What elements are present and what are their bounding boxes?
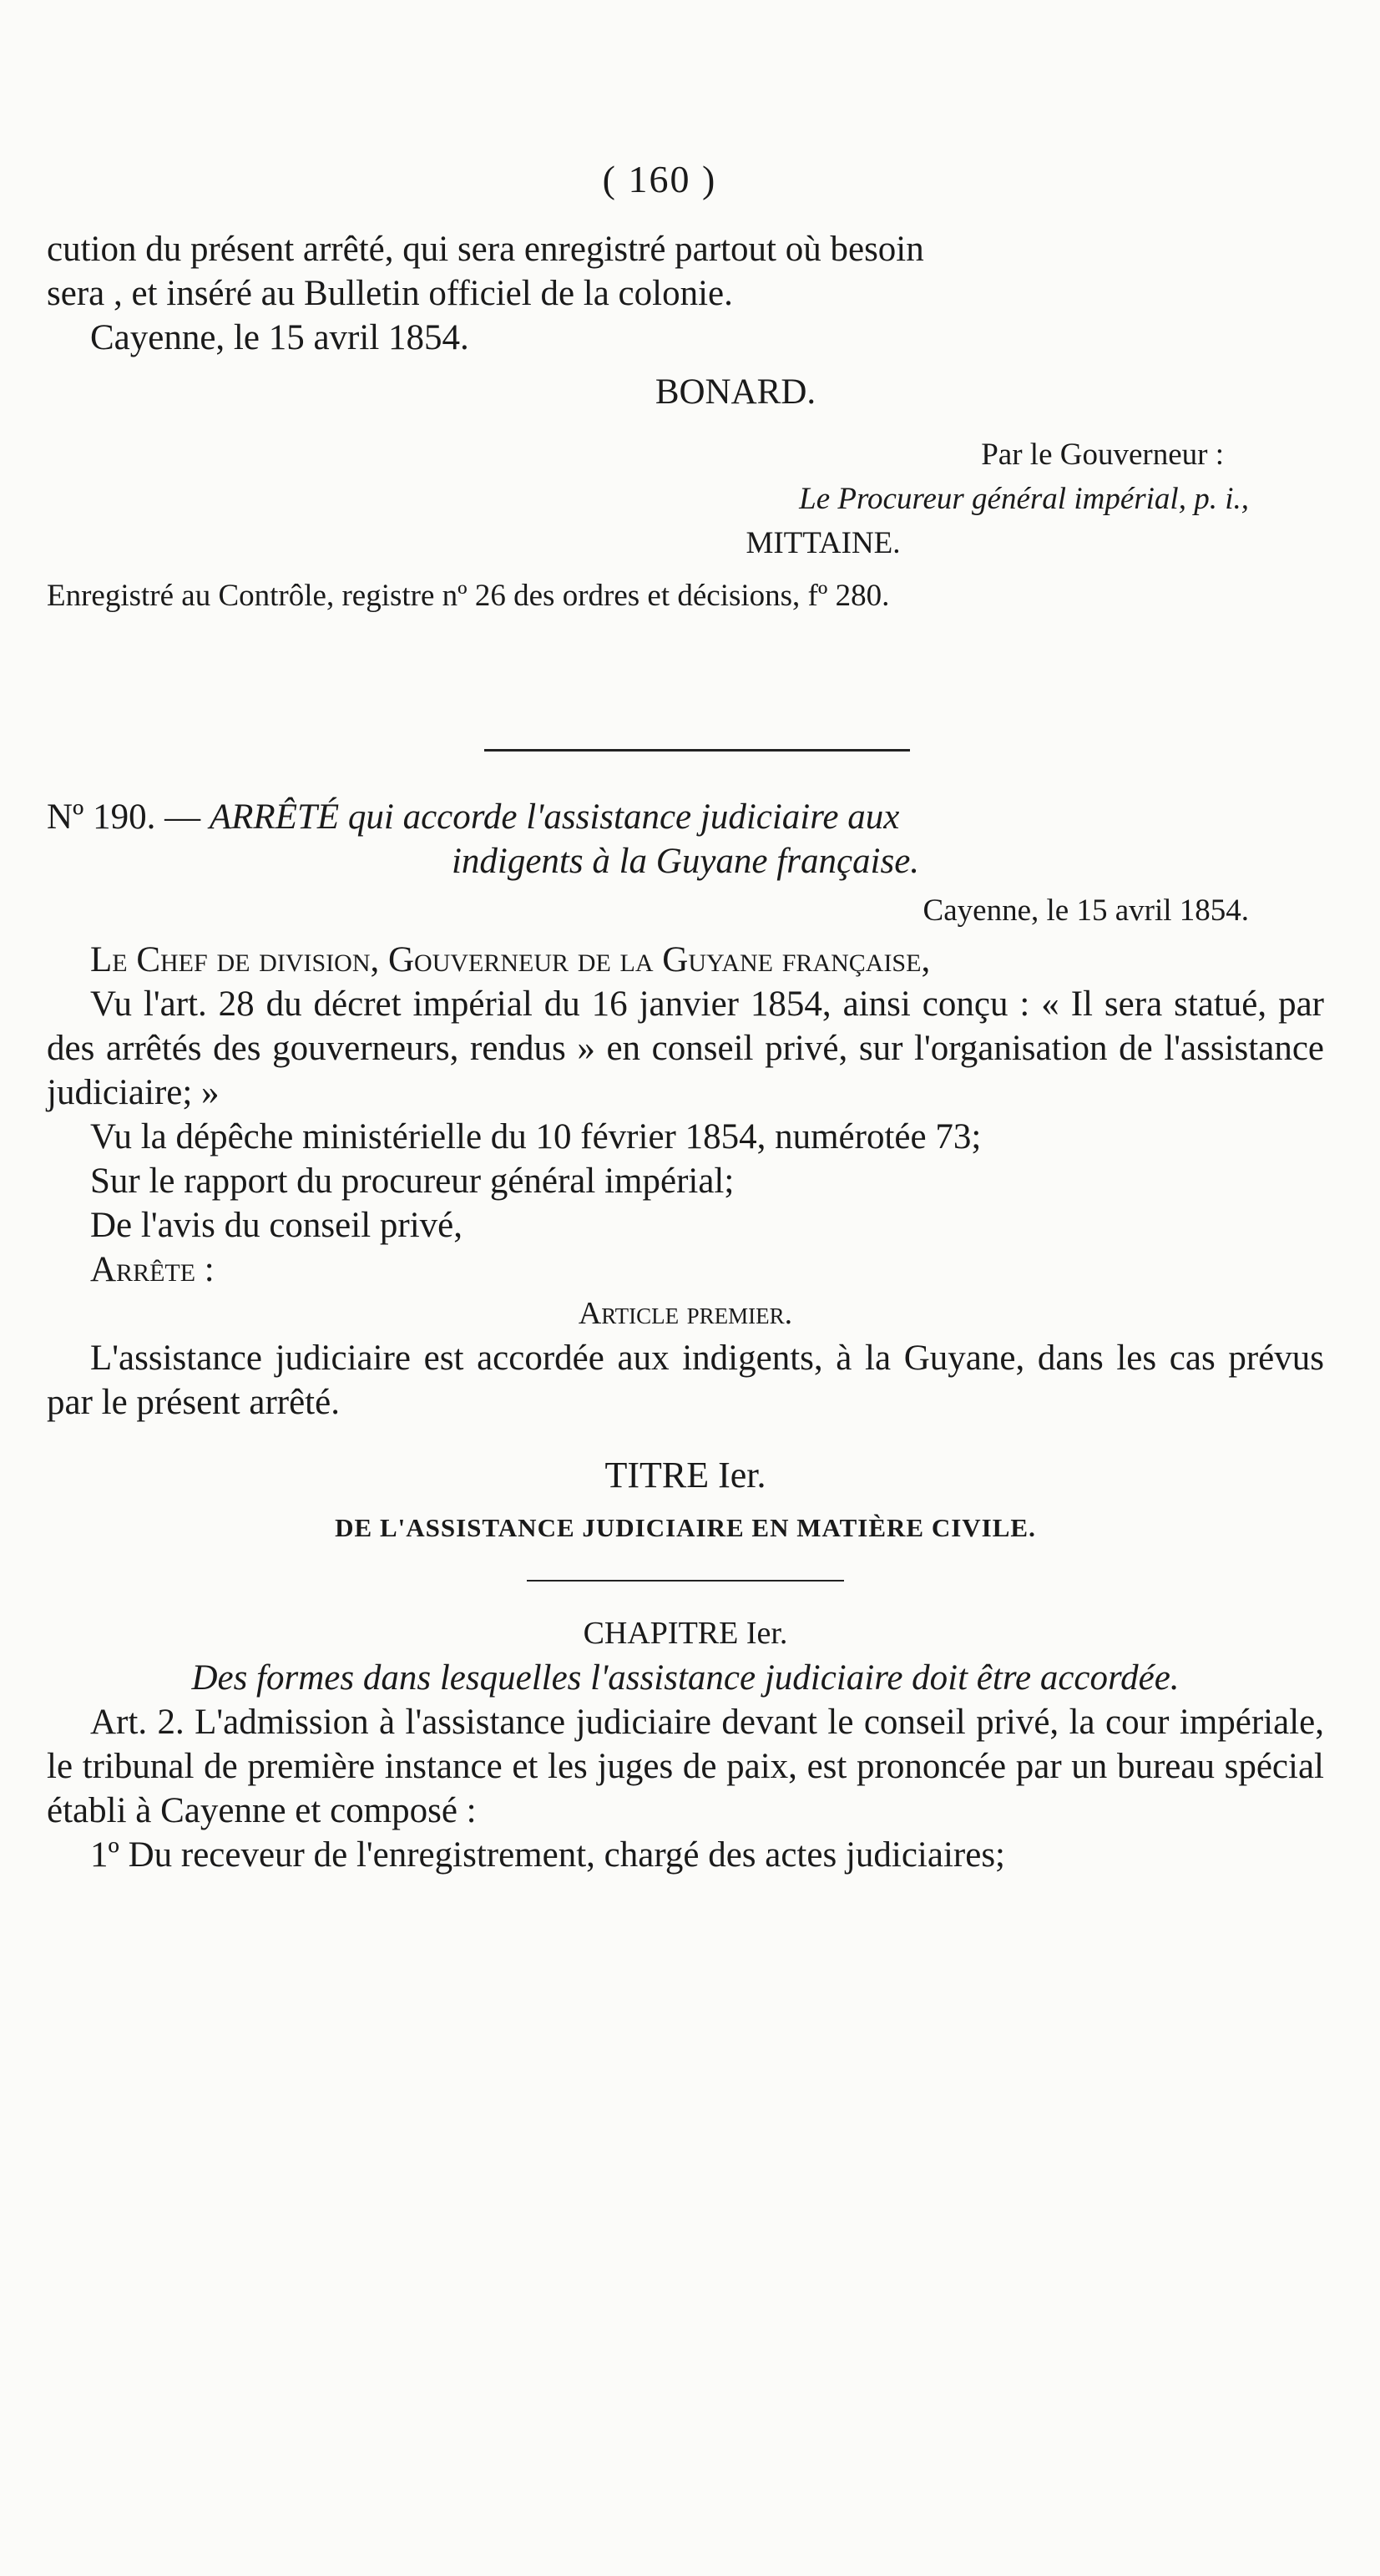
separator-rule bbox=[484, 749, 910, 752]
arrete-preamble-avis: De l'avis du conseil privé, bbox=[90, 1206, 463, 1245]
arrete-title-line2: indigents à la Guyane française. bbox=[451, 842, 920, 881]
arrete-preamble-rapport: Sur le rapport du procureur général impérial; bbox=[90, 1161, 735, 1201]
previous-text-line1: cution du présent arrêté, qui sera enregistré partout où besoin bbox=[47, 230, 924, 269]
previous-text-line2: sera , et inséré au Bulletin officiel de la colonie. bbox=[47, 274, 733, 313]
titre-heading: TITRE Ier. bbox=[604, 1455, 766, 1495]
arrete-number: Nº 190. — bbox=[47, 797, 201, 837]
arrete-preamble-chef: Le Chef de division, Gouverneur de la Guyane française, bbox=[90, 940, 931, 979]
article-2-item1: 1º Du receveur de l'enregistrement, chargé des actes judiciaires; bbox=[90, 1835, 1005, 1875]
procureur-title: Le Procureur général impérial, p. i., bbox=[799, 482, 1249, 516]
arrete-190 bbox=[47, 795, 1324, 1877]
chapitre-heading: CHAPITRE Ier. bbox=[583, 1616, 788, 1651]
page-number: ( 160 ) bbox=[602, 158, 717, 200]
arrete-title-line1: ARRÊTÉ qui accorde l'assistance judiciaire aux bbox=[209, 797, 900, 837]
article-2-text: Art. 2. L'admission à l'assistance judiciaire devant le conseil privé, la cour impériale, le tribunal de première instance et les juges de paix, est prononcée par un bureau spécial établi à Cayenne et composé : bbox=[47, 1703, 1324, 1830]
arrete-preamble-vu-depeche: Vu la dépêche ministérielle du 10 février 1854, numérotée 73; bbox=[90, 1117, 982, 1156]
by-governor: Par le Gouverneur : bbox=[981, 438, 1224, 472]
registration-note: Enregistré au Contrôle, registre nº 26 des ordres et décisions, fº 280. bbox=[47, 579, 890, 613]
article-premier-heading: Article premier. bbox=[578, 1296, 793, 1331]
procureur-name: MITTAINE. bbox=[746, 526, 901, 560]
signature-bonard: BONARD. bbox=[655, 372, 816, 412]
previous-dateline: Cayenne, le 15 avril 1854. bbox=[90, 318, 469, 357]
arrete-preamble-vu-decret: Vu l'art. 28 du décret impérial du 16 janvier 1854, ainsi conçu : « Il sera statué, par des arrêtés des gouverneurs, rendus » en conseil privé, sur l'organisation de l'assistance judiciaire; » bbox=[47, 984, 1324, 1112]
chapitre-subheading: Des formes dans lesquelles l'assistance judiciaire doit être accordée. bbox=[191, 1658, 1180, 1698]
titre-subheading: DE L'ASSISTANCE JUDICIAIRE EN MATIÈRE CIVILE. bbox=[335, 1513, 1036, 1542]
arrete-dateline: Cayenne, le 15 avril 1854. bbox=[923, 893, 1249, 928]
arrete-title bbox=[47, 795, 1324, 839]
titre-rule bbox=[527, 1580, 844, 1582]
arrete-arrete: Arrête : bbox=[90, 1250, 215, 1289]
article-premier-text: L'assistance judiciaire est accordée aux indigents, à la Guyane, dans les cas prévus par le présent arrêté. bbox=[47, 1339, 1324, 1422]
previous-arrete-tail bbox=[47, 227, 1324, 618]
